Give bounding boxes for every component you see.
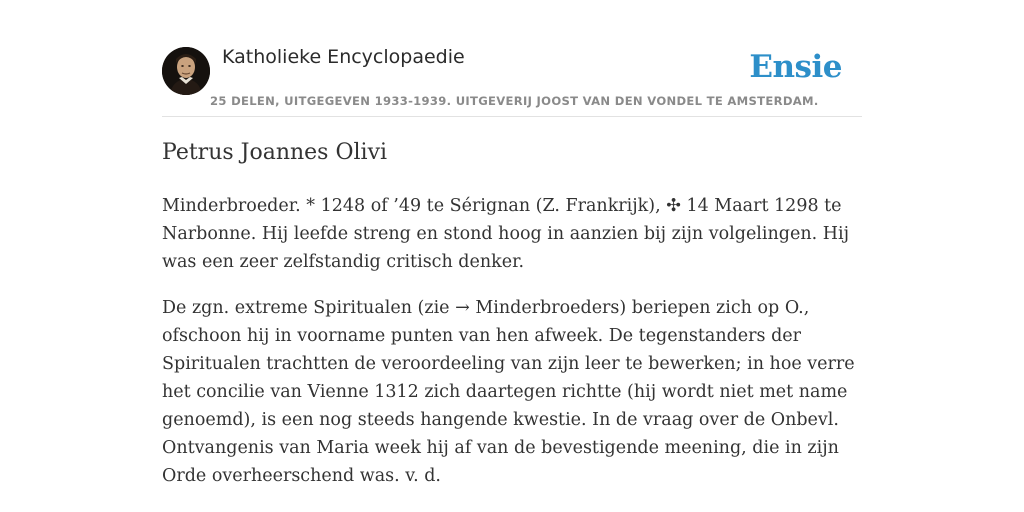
source-subtitle: 25 DELEN, UITGEGEVEN 1933-1939. UITGEVERIJ JOOST VAN DEN VONDEL TE AMSTERDAM. <box>210 94 819 108</box>
portrait-icon <box>162 47 210 95</box>
site-header <box>162 44 862 117</box>
article-title: Petrus Joannes Olivi <box>162 140 388 165</box>
brand-logo[interactable]: Ensie <box>749 49 842 85</box>
source-title[interactable]: Katholieke Encyclopaedie <box>222 46 465 68</box>
article-paragraph: Minderbroeder. * 1248 of ’49 te Sérignan (Z. Frankrijk), ✣ 14 Maart 1298 te Narbonne. Hij leefde streng en stond hoog in aanzien bij zijn volgelingen. Hij was een zeer zelfstandig critisch denker. <box>162 196 850 272</box>
article-body <box>162 192 862 490</box>
article-paragraph: De zgn. extreme Spiritualen (zie → Minderbroeders) beriepen zich op O., ofschoon hij in voorname punten van hen afweek. De tegenstanders der Spiritualen trachtten de veroordeeling van zijn leer te bewerken; in hoe verre het concilie van Vienne 1312 zich daartegen richtte (hij wordt niet met name genoemd), is een nog steeds hangende kwestie. In de vraag over de Onbevl. Ontvangenis van Maria week hij af van de bevestigende meening, die in zijn Orde overheerschend was. v. d. <box>162 298 855 486</box>
portrait-avatar[interactable] <box>162 47 210 95</box>
